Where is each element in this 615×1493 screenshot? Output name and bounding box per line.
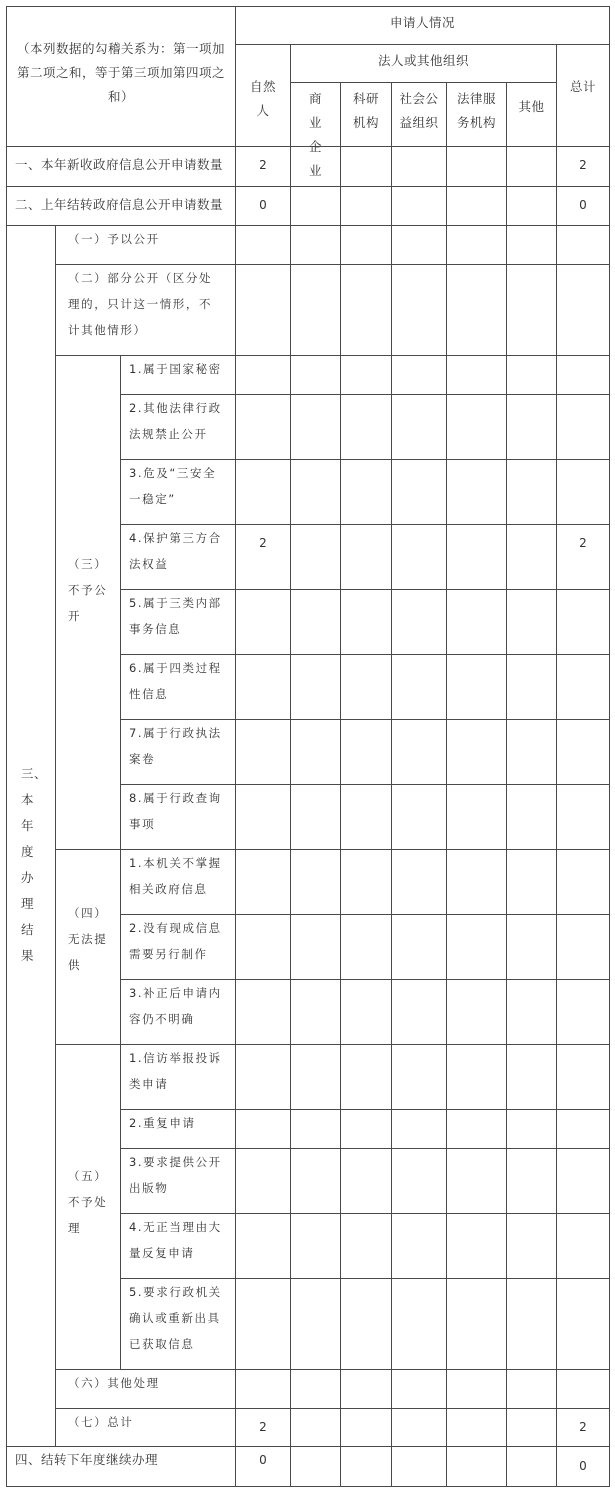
- cannot-provide-item-value: [447, 915, 507, 980]
- not-processed-item: 1.信访举报投诉类申请: [121, 1045, 236, 1110]
- cannot-provide-item-value: [341, 915, 392, 980]
- row-carry-forward-value: 0: [557, 1447, 610, 1487]
- not-disclosed-item-value: [447, 720, 507, 785]
- not-disclosed-item-value: [236, 460, 291, 525]
- cannot-provide-item: 3.补正后申请内容仍不明确: [121, 980, 236, 1045]
- cannot-provide-item-value: [507, 980, 557, 1045]
- not-disclosed-item-value: [507, 395, 557, 460]
- group-open-value: [507, 226, 557, 265]
- not-disclosed-item-value: [392, 525, 447, 590]
- group-total-value: [447, 1409, 507, 1447]
- row-new-applications-value: 2: [557, 147, 610, 187]
- group-other-handling-value: [507, 1370, 557, 1409]
- not-disclosed-item-value: [447, 655, 507, 720]
- not-processed-item-value: [557, 1149, 610, 1214]
- not-processed-item-value: [291, 1110, 341, 1149]
- not-disclosed-item-value: [392, 785, 447, 850]
- not-processed-item-value: [557, 1214, 610, 1279]
- not-processed-item-value: [236, 1110, 291, 1149]
- not-disclosed-item-value: [557, 655, 610, 720]
- group-total-value: 2: [557, 1409, 610, 1447]
- research-header: 科研机构: [341, 83, 392, 147]
- not-disclosed-item-value: [447, 525, 507, 590]
- not-disclosed-item-value: [507, 720, 557, 785]
- cannot-provide-item-value: [557, 850, 610, 915]
- row-carried-over: 二、上年结转政府信息公开申请数量: [6, 187, 236, 226]
- not-disclosed-item-value: [291, 395, 341, 460]
- cannot-provide-item-value: [341, 980, 392, 1045]
- group-partial-value: [507, 265, 557, 356]
- not-disclosed-item-value: [341, 590, 392, 655]
- not-disclosed-item-value: [341, 460, 392, 525]
- not-disclosed-item-value: [392, 655, 447, 720]
- not-disclosed-item-value: [236, 720, 291, 785]
- not-processed-item-value: [291, 1214, 341, 1279]
- group-other-handling-value: [447, 1370, 507, 1409]
- row-new-applications-value: [507, 147, 557, 187]
- row-new-applications-value: [392, 147, 447, 187]
- not-disclosed-item-value: 2: [236, 525, 291, 590]
- not-disclosed-item: 6.属于四类过程性信息: [121, 655, 236, 720]
- not-processed-item-value: [392, 1149, 447, 1214]
- not-disclosed-item-value: [557, 590, 610, 655]
- row-new-applications: 一、本年新收政府信息公开申请数量: [6, 147, 236, 187]
- row-carry-forward-value: [341, 1447, 392, 1487]
- group-partial-value: [557, 265, 610, 356]
- not-disclosed-item-value: [341, 395, 392, 460]
- not-disclosed-item-value: [507, 785, 557, 850]
- group-open-value: [447, 226, 507, 265]
- row-carried-over-value: [507, 187, 557, 226]
- not-disclosed-item-value: [291, 655, 341, 720]
- not-processed-item-value: [392, 1214, 447, 1279]
- natural-person-header: 自然人: [236, 45, 291, 147]
- group-total-value: 2: [236, 1409, 291, 1447]
- not-disclosed-item-value: [447, 395, 507, 460]
- group-total-value: [341, 1409, 392, 1447]
- section-results-label: 三、本年度办理结果: [6, 226, 56, 1447]
- not-disclosed-item-value: [291, 525, 341, 590]
- cannot-provide-item-value: [341, 850, 392, 915]
- group-total: （七）总计: [56, 1409, 236, 1447]
- not-processed-item: 5.要求行政机关确认或重新出具已获取信息: [121, 1279, 236, 1370]
- not-disclosed-item-value: [236, 395, 291, 460]
- not-processed-item-value: [236, 1045, 291, 1110]
- row-carried-over-value: [447, 187, 507, 226]
- not-processed-item-value: [447, 1045, 507, 1110]
- commercial-header: 商业企业: [291, 83, 341, 147]
- cannot-provide-item-value: [291, 850, 341, 915]
- not-processed-item: 4.无正当理由大量反复申请: [121, 1214, 236, 1279]
- not-disclosed-item-value: [392, 356, 447, 395]
- not-processed-item-value: [341, 1149, 392, 1214]
- cannot-provide-item-value: [291, 915, 341, 980]
- group-open: （一）予以公开: [56, 226, 236, 265]
- group-other-handling-value: [392, 1370, 447, 1409]
- not-disclosed-item-value: [557, 785, 610, 850]
- cannot-provide-item-value: [236, 915, 291, 980]
- not-disclosed-item: 7.属于行政执法案卷: [121, 720, 236, 785]
- cannot-provide-item-value: [557, 980, 610, 1045]
- cannot-provide-item-value: [392, 980, 447, 1045]
- not-disclosed-item: 3.危及“三安全一稳定”: [121, 460, 236, 525]
- row-carry-forward-value: [447, 1447, 507, 1487]
- not-processed-item-value: [507, 1110, 557, 1149]
- row-carry-forward-value: [507, 1447, 557, 1487]
- social-header: 社会公益组织: [392, 83, 447, 147]
- group-not-processed: （五）不予处理: [56, 1045, 121, 1370]
- not-disclosed-item-value: [392, 590, 447, 655]
- not-disclosed-item-value: [447, 785, 507, 850]
- row-new-applications-value: [291, 147, 341, 187]
- not-processed-item-value: [447, 1279, 507, 1370]
- group-other-handling-value: [236, 1370, 291, 1409]
- cannot-provide-item-value: [236, 850, 291, 915]
- row-carried-over-value: [291, 187, 341, 226]
- row-carry-forward-value: 0: [236, 1447, 291, 1487]
- not-disclosed-item-value: [392, 720, 447, 785]
- cannot-provide-item-value: [392, 915, 447, 980]
- not-processed-item-value: [291, 1045, 341, 1110]
- not-disclosed-item-value: [291, 590, 341, 655]
- cannot-provide-item-value: [447, 850, 507, 915]
- not-processed-item-value: [557, 1110, 610, 1149]
- group-other-handling-value: [557, 1370, 610, 1409]
- group-total-value: [507, 1409, 557, 1447]
- cannot-provide-item-value: [291, 980, 341, 1045]
- not-disclosed-item-value: [557, 395, 610, 460]
- not-processed-item-value: [291, 1149, 341, 1214]
- group-open-value: [291, 226, 341, 265]
- group-other-handling-value: [341, 1370, 392, 1409]
- cannot-provide-item-value: [392, 850, 447, 915]
- not-disclosed-item-value: [341, 720, 392, 785]
- not-disclosed-item-value: [507, 460, 557, 525]
- row-carried-over-value: [341, 187, 392, 226]
- relation-note: （本列数据的勾稽关系为：第一项加第二项之和，等于第三项加第四项之和）: [6, 6, 236, 147]
- not-disclosed-item-value: [507, 655, 557, 720]
- not-processed-item-value: [447, 1214, 507, 1279]
- not-disclosed-item-value: [291, 460, 341, 525]
- not-processed-item-value: [341, 1045, 392, 1110]
- not-processed-item-value: [557, 1045, 610, 1110]
- not-processed-item-value: [392, 1110, 447, 1149]
- group-partial-value: [291, 265, 341, 356]
- not-processed-item-value: [507, 1279, 557, 1370]
- applicant-header: 申请人情况: [236, 6, 610, 45]
- not-disclosed-item: 2.其他法律行政法规禁止公开: [121, 395, 236, 460]
- group-partial: （二）部分公开（区分处理的，只计这一情形，不计其他情形）: [56, 265, 236, 356]
- group-open-value: [236, 226, 291, 265]
- not-disclosed-item-value: [291, 720, 341, 785]
- not-disclosed-item-value: [392, 395, 447, 460]
- row-new-applications-value: [447, 147, 507, 187]
- not-disclosed-item-value: [236, 590, 291, 655]
- cannot-provide-item-value: [236, 980, 291, 1045]
- not-processed-item-value: [341, 1214, 392, 1279]
- not-disclosed-item-value: [447, 590, 507, 655]
- cannot-provide-item: 1.本机关不掌握相关政府信息: [121, 850, 236, 915]
- not-disclosed-item-value: [291, 785, 341, 850]
- not-processed-item-value: [341, 1279, 392, 1370]
- not-processed-item: 3.要求提供公开出版物: [121, 1149, 236, 1214]
- not-disclosed-item: 4.保护第三方合法权益: [121, 525, 236, 590]
- row-new-applications-value: 2: [236, 147, 291, 187]
- group-total-value: [392, 1409, 447, 1447]
- not-processed-item-value: [507, 1045, 557, 1110]
- not-disclosed-item-value: [447, 460, 507, 525]
- group-other-handling-value: [291, 1370, 341, 1409]
- not-processed-item-value: [447, 1110, 507, 1149]
- group-open-value: [392, 226, 447, 265]
- not-processed-item-value: [236, 1214, 291, 1279]
- not-disclosed-item-value: [507, 356, 557, 395]
- not-processed-item-value: [507, 1214, 557, 1279]
- group-partial-value: [236, 265, 291, 356]
- not-disclosed-item: 5.属于三类内部事务信息: [121, 590, 236, 655]
- org-header: 法人或其他组织: [291, 45, 557, 83]
- not-disclosed-item-value: [392, 460, 447, 525]
- not-processed-item-value: [392, 1279, 447, 1370]
- not-disclosed-item-value: [557, 460, 610, 525]
- total-header: 总计: [557, 45, 610, 147]
- not-disclosed-item: 8.属于行政查询事项: [121, 785, 236, 850]
- not-disclosed-item-value: [341, 655, 392, 720]
- group-open-value: [341, 226, 392, 265]
- cannot-provide-item: 2.没有现成信息需要另行制作: [121, 915, 236, 980]
- group-open-value: [557, 226, 610, 265]
- not-disclosed-item-value: [236, 655, 291, 720]
- group-partial-value: [341, 265, 392, 356]
- row-carried-over-value: 0: [236, 187, 291, 226]
- row-carry-forward: 四、结转下年度继续办理: [6, 1447, 236, 1487]
- cannot-provide-item-value: [507, 915, 557, 980]
- not-disclosed-item-value: [557, 720, 610, 785]
- row-new-applications-value: [341, 147, 392, 187]
- other-header: 其他: [507, 83, 557, 147]
- cannot-provide-item-value: [447, 980, 507, 1045]
- not-disclosed-item-value: [341, 525, 392, 590]
- not-disclosed-item-value: [507, 590, 557, 655]
- not-processed-item-value: [341, 1110, 392, 1149]
- not-processed-item-value: [236, 1149, 291, 1214]
- not-disclosed-item: 1.属于国家秘密: [121, 356, 236, 395]
- not-disclosed-item-value: [236, 356, 291, 395]
- group-not-disclosed: （三）不予公开: [56, 356, 121, 850]
- cannot-provide-item-value: [557, 915, 610, 980]
- not-disclosed-item-value: [341, 356, 392, 395]
- row-carried-over-value: 0: [557, 187, 610, 226]
- not-processed-item-value: [392, 1045, 447, 1110]
- group-partial-value: [447, 265, 507, 356]
- row-carry-forward-value: [392, 1447, 447, 1487]
- not-disclosed-item-value: 2: [557, 525, 610, 590]
- not-processed-item-value: [236, 1279, 291, 1370]
- not-processed-item: 2.重复申请: [121, 1110, 236, 1149]
- not-disclosed-item-value: [236, 785, 291, 850]
- row-carried-over-value: [392, 187, 447, 226]
- not-processed-item-value: [447, 1149, 507, 1214]
- not-processed-item-value: [507, 1149, 557, 1214]
- group-cannot-provide: （四）无法提供: [56, 850, 121, 1045]
- legal-header: 法律服务机构: [447, 83, 507, 147]
- group-partial-value: [392, 265, 447, 356]
- not-processed-item-value: [291, 1279, 341, 1370]
- not-disclosed-item-value: [291, 356, 341, 395]
- row-carry-forward-value: [291, 1447, 341, 1487]
- not-disclosed-item-value: [447, 356, 507, 395]
- group-total-value: [291, 1409, 341, 1447]
- cannot-provide-item-value: [507, 850, 557, 915]
- not-disclosed-item-value: [507, 525, 557, 590]
- not-disclosed-item-value: [557, 356, 610, 395]
- not-disclosed-item-value: [341, 785, 392, 850]
- group-other-handling: （六）其他处理: [56, 1370, 236, 1409]
- not-processed-item-value: [557, 1279, 610, 1370]
